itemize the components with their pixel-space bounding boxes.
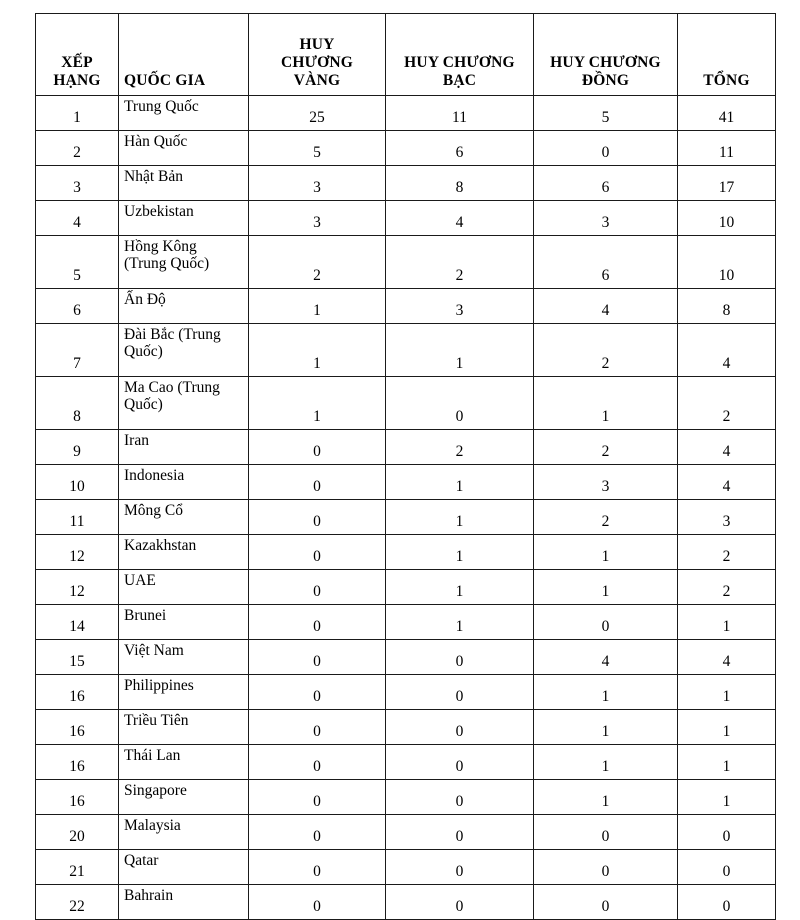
cell-total: 4 [678,324,776,377]
cell-country [119,675,249,710]
cell-gold: 3 [249,201,386,236]
cell-country-line: Philippines [124,677,194,694]
table-row [36,96,776,131]
cell-bronze: 1 [534,675,678,710]
cell-bronze: 1 [534,377,678,430]
cell-country [119,885,249,920]
cell-bronze: 0 [534,885,678,920]
cell-gold: 0 [249,780,386,815]
column-header-gold-line-2: CHƯƠNG [280,54,354,72]
cell-gold: 0 [249,605,386,640]
table-row [36,535,776,570]
cell-silver: 0 [386,850,534,885]
cell-total: 11 [678,131,776,166]
cell-rank: 7 [36,324,119,377]
cell-silver: 0 [386,815,534,850]
column-header-country: QUỐC GIA [119,14,249,96]
table-body [36,96,776,920]
cell-total: 41 [678,96,776,131]
cell-country [119,324,249,377]
cell-rank: 16 [36,745,119,780]
cell-country-line: Singapore [124,782,187,799]
cell-total: 1 [678,710,776,745]
table-row [36,640,776,675]
cell-total: 2 [678,535,776,570]
cell-gold: 0 [249,640,386,675]
cell-total: 2 [678,377,776,430]
cell-country-line: Việt Nam [124,642,184,659]
cell-bronze: 6 [534,166,678,201]
table-row [36,289,776,324]
table-row [36,377,776,430]
cell-bronze: 0 [534,850,678,885]
cell-silver: 11 [386,96,534,131]
cell-rank: 20 [36,815,119,850]
cell-silver: 1 [386,465,534,500]
table-row [36,885,776,920]
cell-country [119,465,249,500]
cell-bronze: 2 [534,500,678,535]
table-row [36,465,776,500]
cell-country-line: Quốc) [124,343,163,361]
table-row [36,131,776,166]
column-header-rank [36,14,119,96]
cell-total: 2 [678,570,776,605]
cell-total: 0 [678,815,776,850]
cell-gold: 0 [249,465,386,500]
cell-gold: 0 [249,570,386,605]
table-row [36,850,776,885]
cell-country-line: Indonesia [124,467,185,484]
cell-silver: 1 [386,535,534,570]
cell-rank: 10 [36,465,119,500]
cell-country [119,640,249,675]
cell-country-line: Hàn Quốc [124,133,188,150]
cell-rank: 16 [36,675,119,710]
cell-country [119,500,249,535]
cell-rank: 8 [36,377,119,430]
cell-silver: 0 [386,745,534,780]
cell-gold: 0 [249,850,386,885]
cell-country [119,377,249,430]
cell-country [119,96,249,131]
cell-bronze: 3 [534,201,678,236]
table-row [36,236,776,289]
cell-silver: 1 [386,500,534,535]
cell-country-line: Ma Cao (Trung [124,379,220,396]
column-header-gold [249,14,386,96]
cell-rank: 16 [36,780,119,815]
cell-gold: 3 [249,166,386,201]
cell-gold: 0 [249,430,386,465]
cell-country [119,570,249,605]
cell-rank: 4 [36,201,119,236]
cell-country-line: Triều Tiên [124,712,189,729]
column-header-silver-line-2: BẠC [442,72,477,90]
cell-gold: 0 [249,675,386,710]
table-row [36,745,776,780]
table-row [36,201,776,236]
cell-country [119,166,249,201]
cell-silver: 1 [386,570,534,605]
cell-gold: 1 [249,289,386,324]
cell-country-line: Đài Bắc (Trung [124,326,221,343]
cell-country-line: Hồng Kông [124,238,197,255]
cell-country-line: Bahrain [124,887,174,904]
column-header-total: TỔNG [678,14,776,96]
column-header-bronze-line-2: ĐỒNG [581,72,630,90]
cell-bronze: 0 [534,815,678,850]
cell-country-line: Trung Quốc [124,98,199,115]
cell-silver: 3 [386,289,534,324]
cell-country [119,710,249,745]
column-header-gold-line-3: VÀNG [293,72,341,90]
column-header-gold-line-1: HUY [299,36,335,54]
cell-silver: 4 [386,201,534,236]
cell-country [119,201,249,236]
cell-bronze: 4 [534,289,678,324]
cell-country-line: Brunei [124,607,167,624]
cell-total: 0 [678,885,776,920]
cell-bronze: 1 [534,710,678,745]
table-row [36,430,776,465]
cell-country [119,289,249,324]
cell-bronze: 0 [534,131,678,166]
cell-rank: 1 [36,96,119,131]
cell-rank: 3 [36,166,119,201]
cell-gold: 0 [249,535,386,570]
cell-silver: 0 [386,885,534,920]
cell-total: 1 [678,675,776,710]
cell-silver: 6 [386,131,534,166]
cell-country [119,236,249,289]
cell-country [119,815,249,850]
cell-gold: 0 [249,710,386,745]
cell-country-line: Nhật Bản [124,168,183,185]
cell-silver: 2 [386,236,534,289]
cell-bronze: 2 [534,430,678,465]
cell-country [119,605,249,640]
table-row [36,500,776,535]
cell-gold: 0 [249,500,386,535]
cell-country [119,780,249,815]
cell-gold: 1 [249,324,386,377]
column-header-bronze [534,14,678,96]
cell-country-line: (Trung Quốc) [124,255,210,273]
cell-rank: 2 [36,131,119,166]
cell-gold: 5 [249,131,386,166]
cell-country [119,131,249,166]
column-header-bronze-line-1: HUY CHƯƠNG [550,54,661,72]
cell-country [119,535,249,570]
cell-bronze: 6 [534,236,678,289]
cell-rank: 5 [36,236,119,289]
cell-total: 0 [678,850,776,885]
medal-standings-table [35,13,776,920]
column-header-silver-line-1: HUY CHƯƠNG [404,54,515,72]
cell-rank: 21 [36,850,119,885]
cell-bronze: 1 [534,570,678,605]
cell-gold: 0 [249,815,386,850]
cell-bronze: 4 [534,640,678,675]
cell-gold: 0 [249,745,386,780]
cell-rank: 12 [36,535,119,570]
cell-total: 1 [678,745,776,780]
header-row [36,14,776,96]
cell-rank: 6 [36,289,119,324]
cell-rank: 14 [36,605,119,640]
cell-country [119,430,249,465]
cell-bronze: 5 [534,96,678,131]
cell-total: 4 [678,640,776,675]
table-row [36,324,776,377]
column-header-silver [386,14,534,96]
table-row [36,605,776,640]
cell-bronze: 0 [534,605,678,640]
cell-rank: 9 [36,430,119,465]
cell-gold: 0 [249,885,386,920]
cell-total: 4 [678,465,776,500]
cell-total: 10 [678,201,776,236]
column-header-rank-line-2: HẠNG [53,72,101,90]
cell-country-line: Thái Lan [124,747,181,764]
table-row [36,570,776,605]
cell-country-line: Ấn Độ [124,291,166,308]
cell-country-line: Uzbekistan [124,203,194,220]
column-header-rank-line-1: XẾP [61,54,93,72]
cell-silver: 0 [386,640,534,675]
cell-silver: 1 [386,605,534,640]
cell-country-line: Kazakhstan [124,537,197,554]
cell-rank: 22 [36,885,119,920]
cell-bronze: 2 [534,324,678,377]
cell-country-line: Mông Cổ [124,502,183,519]
cell-country [119,745,249,780]
table-row [36,780,776,815]
table-row [36,710,776,745]
cell-bronze: 1 [534,745,678,780]
cell-total: 8 [678,289,776,324]
cell-silver: 0 [386,710,534,745]
cell-gold: 1 [249,377,386,430]
cell-country-line: Iran [124,432,149,449]
cell-rank: 12 [36,570,119,605]
cell-silver: 8 [386,166,534,201]
cell-country-line: Malaysia [124,817,181,834]
cell-country-line: UAE [124,572,156,589]
cell-gold: 25 [249,96,386,131]
cell-total: 10 [678,236,776,289]
table-row [36,815,776,850]
cell-bronze: 1 [534,535,678,570]
cell-rank: 16 [36,710,119,745]
cell-total: 17 [678,166,776,201]
cell-silver: 0 [386,780,534,815]
table-row [36,166,776,201]
cell-silver: 1 [386,324,534,377]
cell-rank: 15 [36,640,119,675]
cell-country [119,850,249,885]
cell-silver: 2 [386,430,534,465]
cell-silver: 0 [386,675,534,710]
cell-silver: 0 [386,377,534,430]
cell-total: 3 [678,500,776,535]
cell-total: 1 [678,605,776,640]
table-row [36,675,776,710]
cell-rank: 11 [36,500,119,535]
cell-total: 1 [678,780,776,815]
cell-gold: 2 [249,236,386,289]
cell-country-line: Qatar [124,852,159,869]
cell-total: 4 [678,430,776,465]
cell-country-line: Quốc) [124,396,163,414]
table-header [36,14,776,96]
cell-bronze: 3 [534,465,678,500]
cell-bronze: 1 [534,780,678,815]
